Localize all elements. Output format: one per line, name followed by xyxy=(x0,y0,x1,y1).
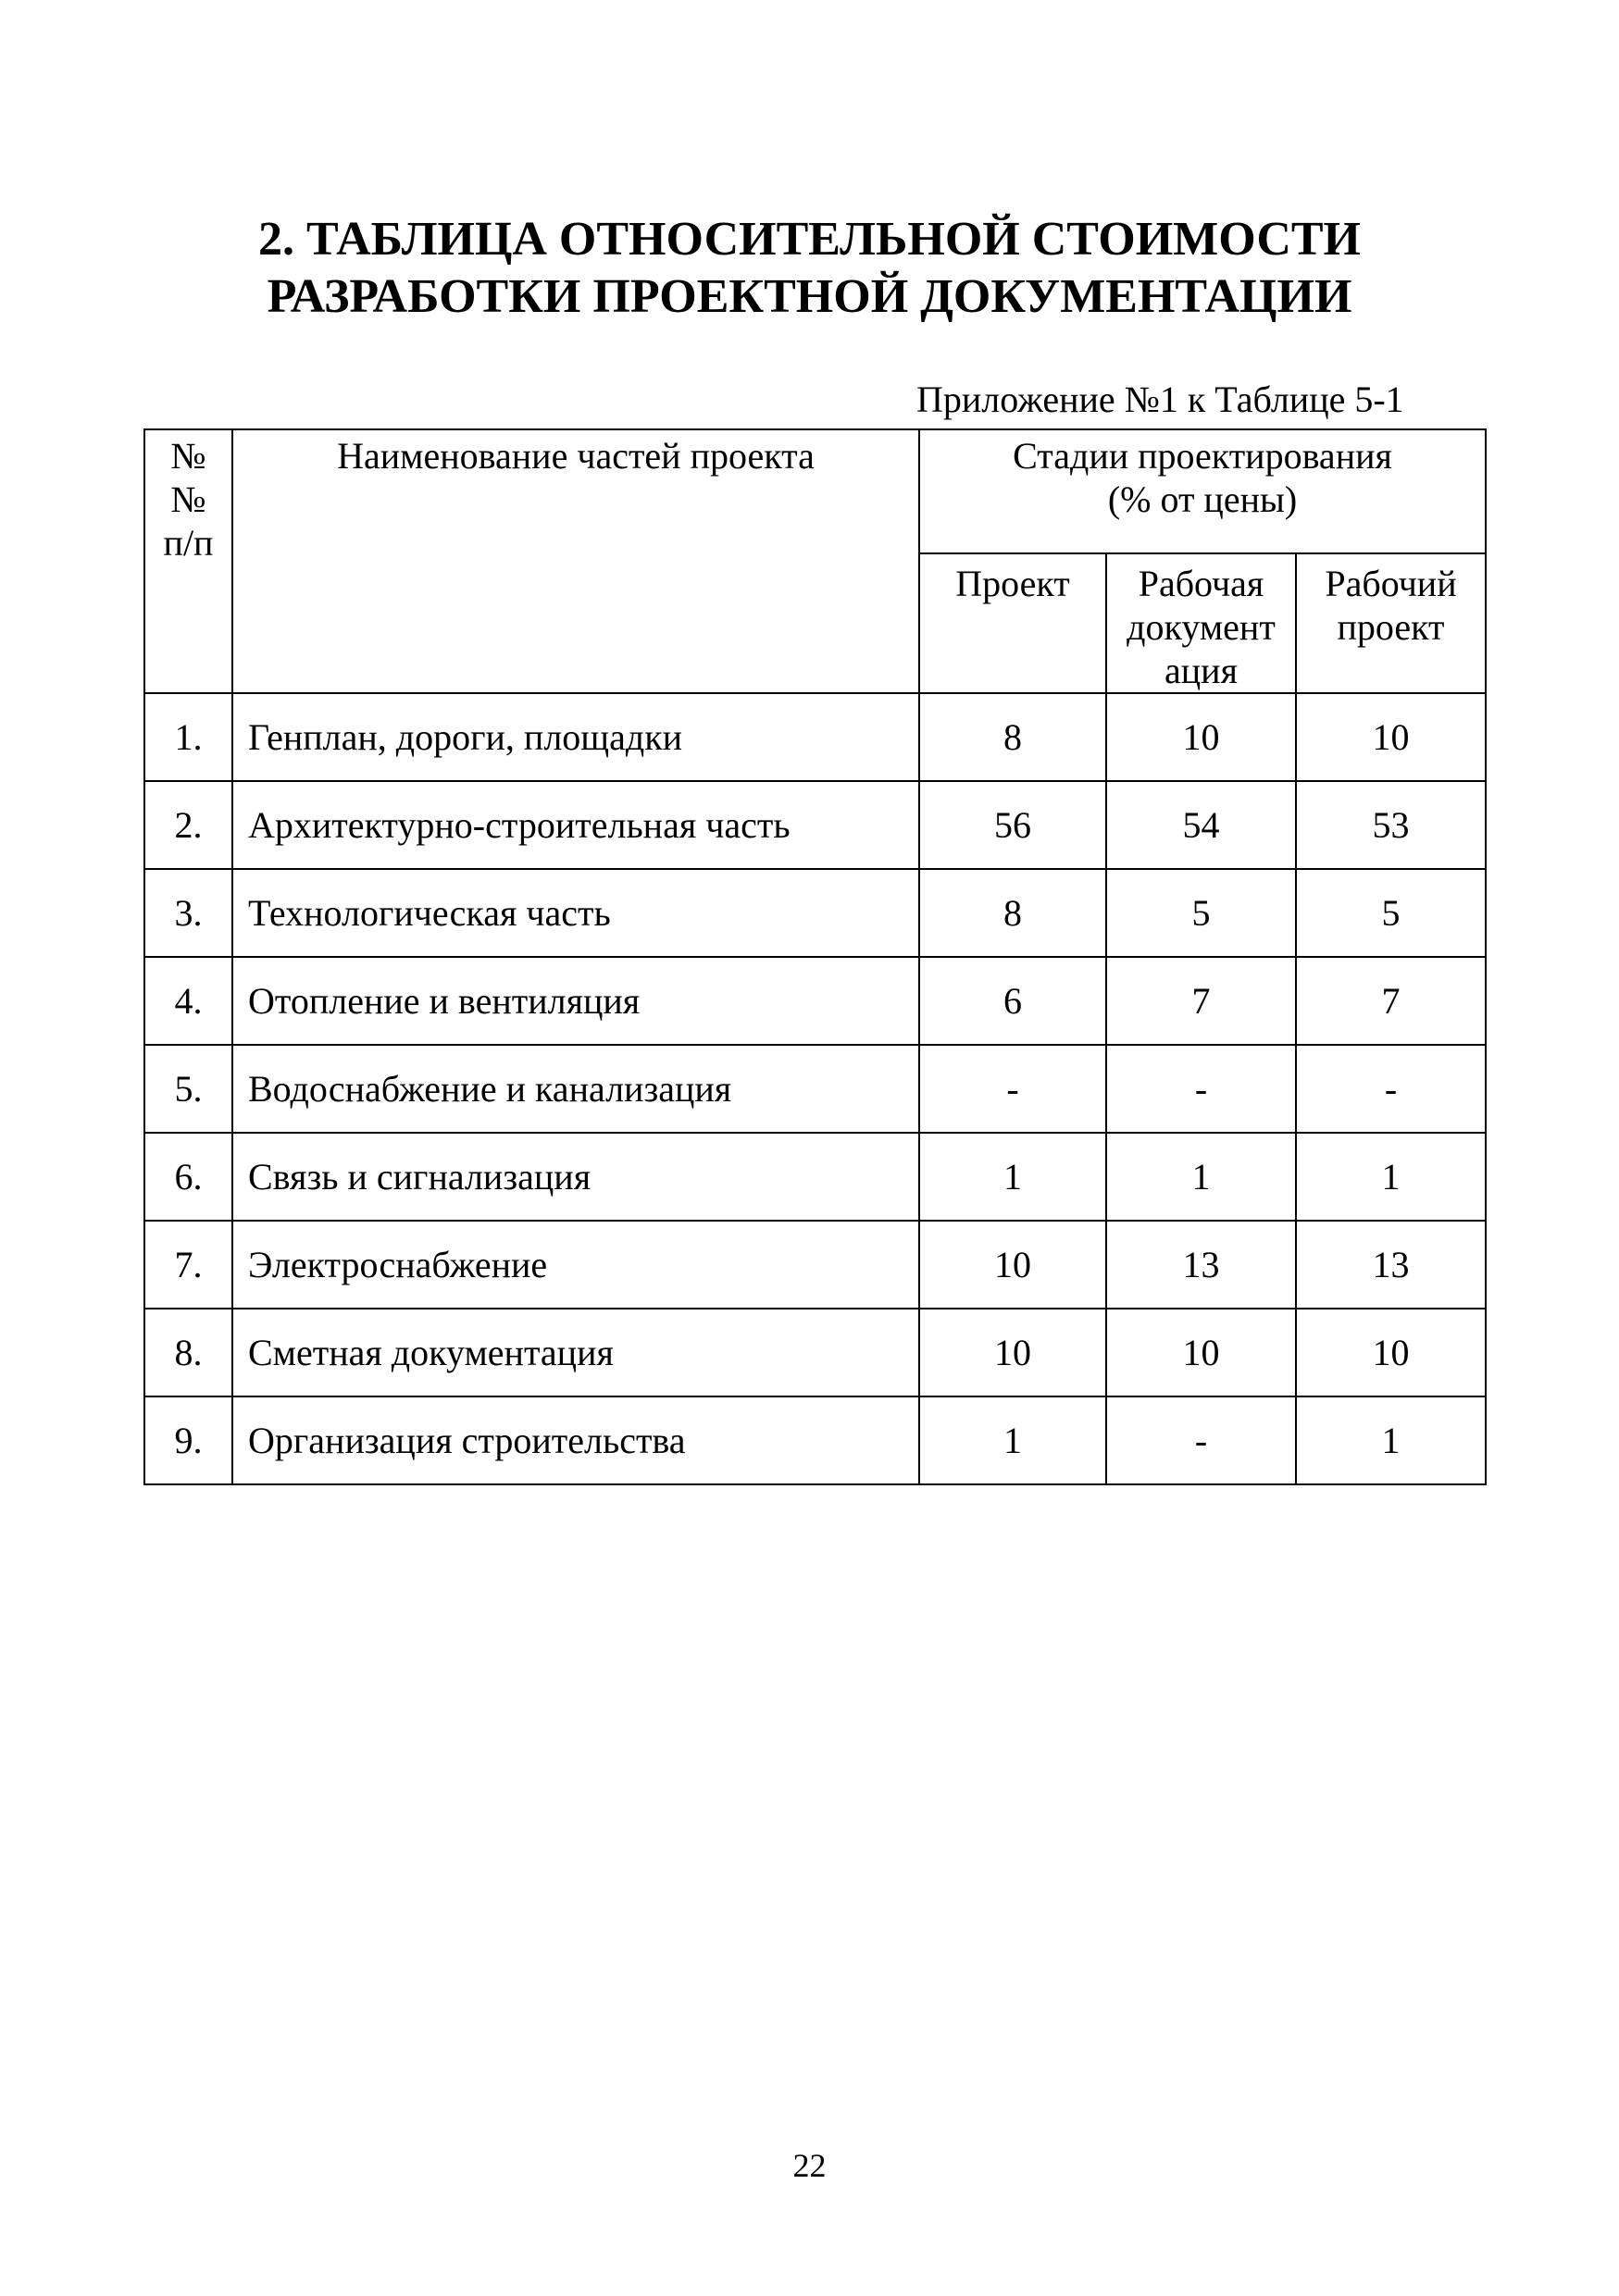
row-working-project-value: 10 xyxy=(1296,693,1486,781)
header-stages-line-1: Стадии проектирования xyxy=(1013,435,1392,477)
row-number: 7. xyxy=(144,1221,232,1309)
row-name: Электроснабжение xyxy=(232,1221,919,1309)
row-number: 5. xyxy=(144,1045,232,1133)
row-number: 8. xyxy=(144,1309,232,1396)
row-working-doc-value: 10 xyxy=(1106,1309,1296,1396)
row-project-value: 8 xyxy=(919,869,1106,957)
table-row xyxy=(144,1221,1486,1309)
header-working-doc-line-3: ация xyxy=(1164,650,1238,691)
row-project-value: 10 xyxy=(919,1309,1106,1396)
row-working-doc-value: - xyxy=(1106,1045,1296,1133)
row-name: Технологическая часть xyxy=(232,869,919,957)
table-row xyxy=(144,1396,1486,1484)
row-working-project-value: 1 xyxy=(1296,1133,1486,1221)
row-name: Архитектурно-строительная часть xyxy=(232,781,919,869)
row-project-value: 56 xyxy=(919,781,1106,869)
header-working-project-line-2: проект xyxy=(1337,606,1445,648)
row-number: 4. xyxy=(144,957,232,1045)
row-project-value: 1 xyxy=(919,1133,1106,1221)
header-stages-line-2: (% от цены) xyxy=(1107,478,1298,520)
page-number: 22 xyxy=(792,2147,827,2184)
row-name: Генплан, дороги, площадки xyxy=(232,693,919,781)
row-working-doc-value: 7 xyxy=(1106,957,1296,1045)
row-number: 2. xyxy=(144,781,232,869)
table-row xyxy=(144,1309,1486,1396)
row-name: Связь и сигнализация xyxy=(232,1133,919,1221)
header-name: Наименование частей проекта xyxy=(232,429,919,693)
table-row xyxy=(144,869,1486,957)
row-working-doc-value: 5 xyxy=(1106,869,1296,957)
row-working-doc-value: 54 xyxy=(1106,781,1296,869)
row-working-doc-value: 1 xyxy=(1106,1133,1296,1221)
table-row xyxy=(144,1133,1486,1221)
table-row xyxy=(144,781,1486,869)
header-stages xyxy=(919,429,1486,553)
row-name: Организация строительства xyxy=(232,1396,919,1484)
title-line-2: РАЗРАБОТКИ ПРОЕКТНОЙ ДОКУМЕНТАЦИИ xyxy=(267,270,1352,323)
row-working-project-value: - xyxy=(1296,1045,1486,1133)
page-title xyxy=(0,211,1619,326)
header-num-line-3: п/п xyxy=(163,522,214,564)
row-project-value: 6 xyxy=(919,957,1106,1045)
header-working-project-line-1: Рабочий xyxy=(1325,563,1457,604)
row-project-value: - xyxy=(919,1045,1106,1133)
row-working-doc-value: 13 xyxy=(1106,1221,1296,1309)
row-working-project-value: 7 xyxy=(1296,957,1486,1045)
header-working-doc-line-2: документ xyxy=(1127,606,1276,648)
row-project-value: 1 xyxy=(919,1396,1106,1484)
row-name: Водоснабжение и канализация xyxy=(232,1045,919,1133)
row-working-project-value: 5 xyxy=(1296,869,1486,957)
table-row xyxy=(144,1045,1486,1133)
row-name: Отопление и вентиляция xyxy=(232,957,919,1045)
row-name: Сметная документация xyxy=(232,1309,919,1396)
row-working-doc-value: 10 xyxy=(1106,693,1296,781)
table-header-row-1 xyxy=(144,429,1486,553)
table-row xyxy=(144,957,1486,1045)
table-row xyxy=(144,693,1486,781)
row-project-value: 8 xyxy=(919,693,1106,781)
header-num xyxy=(144,429,232,693)
row-working-doc-value: - xyxy=(1106,1396,1296,1484)
row-number: 9. xyxy=(144,1396,232,1484)
row-working-project-value: 1 xyxy=(1296,1396,1486,1484)
header-num-line-1: № xyxy=(170,435,206,477)
header-working-doc xyxy=(1106,553,1296,693)
row-working-project-value: 13 xyxy=(1296,1221,1486,1309)
header-working-project xyxy=(1296,553,1486,693)
header-num-line-2: № xyxy=(170,478,206,520)
title-line-1: 2. ТАБЛИЦА ОТНОСИТЕЛЬНОЙ СТОИМОСТИ xyxy=(257,213,1362,266)
header-project: Проект xyxy=(919,553,1106,693)
row-working-project-value: 10 xyxy=(1296,1309,1486,1396)
appendix-note: Приложение №1 к Таблице 5-1 xyxy=(916,379,1404,420)
row-project-value: 10 xyxy=(919,1221,1106,1309)
row-number: 1. xyxy=(144,693,232,781)
row-number: 3. xyxy=(144,869,232,957)
row-number: 6. xyxy=(144,1133,232,1221)
row-working-project-value: 53 xyxy=(1296,781,1486,869)
cost-table xyxy=(143,428,1487,1485)
header-working-doc-line-1: Рабочая xyxy=(1138,563,1264,604)
